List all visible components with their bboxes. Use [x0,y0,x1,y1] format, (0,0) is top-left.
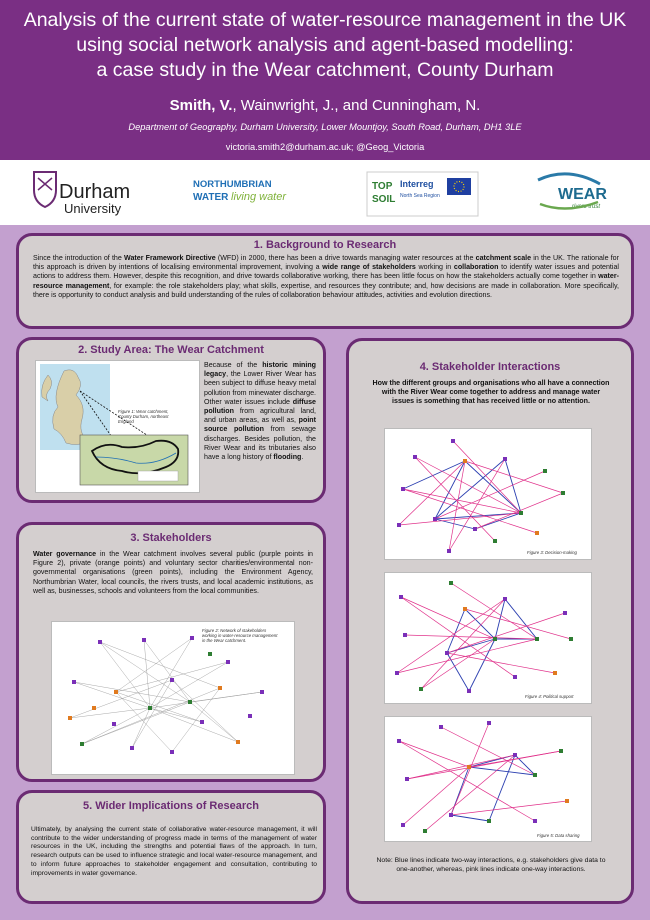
poster-header [0,0,650,160]
durham-text-2: University [64,201,122,216]
interactions-note: Note: Blue lines indicate two-way interactions, e.g. stakeholders give data to one-another, whereas, pink lines indicate one-way interactions. [376,857,606,873]
co-authors: , Wainwright, J., and Cunningham, N. [232,97,481,114]
department: Department of Geography, Durham University, Lower Mountjoy, South Road, Durham, DH1 3LE [128,122,522,132]
implications-text: Ultimately, by analysing the current state of collaborative water-resource management, it will contribute to the wider understanding of progress made in terms of the management of water resources in the UK, including the strengths and potential flaws of the approach. In turn, research outputs can be used to influence strategic and local water-resource management, and to inform future approaches to stakeholder engagement and consultation, contributing to improvements in water governance. [31,826,317,877]
wear-rivers-trust-logo [538,174,607,210]
poster-title [10,8,640,83]
title-line-3: a case study in the Wear catchment, County Durham [96,59,554,81]
figure-4-caption: Figure 4: Political support [525,694,574,699]
nw-text-3: living water [231,191,287,203]
title-line-2: using social network analysis and agent-based modelling: [76,34,574,56]
title-line-1: Analysis of the current state of water-resource management in the UK [23,9,627,31]
logo-bar [0,160,650,225]
durham-university-logo [34,172,130,216]
implications-heading: 5. Wider Implications of Research [83,800,259,812]
lead-author: Smith, V. [169,97,233,114]
figure-1-caption: Figure 1: Wear catchment, County Durham, northeast England [118,409,169,425]
interactions-question: How the different groups and organisations who all have a connection with the River Wear come together to address and manage water issues is something that has received little or no attention. [372,379,610,406]
background-text: Since the introduction of the Water Framework Directive (WFD) in 2000, there has been a drive towards managing water resources at the catchment scale in the UK. The rationale for this approach is driven by intentions of localising environmental improvement, involving a wide range of stakeholders working in collaboration to identify water issues and potential actions to address them. However, despite this recognition, and drive towards collaborative working, there has been little focus on how the stakeholders actually come together in water-resource management, for example: the role stakeholders play; what skills, expertise, and resources they contribute; and, how decisions are made in collaboration. More specifically, there is opportunity to conduct analysis and build understanding of the rules of collaboration behaviour attitudes, activities and evolution directions. [33,254,620,299]
nw-text-2: WATER [193,192,229,203]
wear-catchment-map [35,360,200,493]
study-area-heading: 2. Study Area: The Wear Catchment [78,344,264,356]
study-area-card [16,337,326,503]
durham-text-1: Durham [59,181,131,203]
nw-text-1: NORTHUMBRIAN [193,179,272,190]
interreg-text-2: North Sea Region [400,193,440,199]
background-card [16,233,634,329]
figure-2-caption: Figure 2: Network of stakeholders working in water-resource management in the Wear catchment. [202,628,278,644]
figure-5-caption: Figure 5: Data sharing [537,833,580,838]
figure-3-caption: Figure 3: Decision-making [527,550,577,555]
northumbrian-water-logo [193,179,287,203]
implications-card [16,790,326,904]
wear-text-1: WEAR [558,186,607,203]
stakeholders-heading: 3. Stakeholders [130,532,212,544]
figure-5-data-sharing [384,716,592,842]
background-heading: 1. Background to Research [253,239,397,251]
study-area-text: Because of the historic mining legacy, the Lower River Wear has been subject to diffuse heavy metal pollution from minewater discharge. Other water issues include diffuse pollution from agricultural land, and urban areas, as well as, point source pollution from sewage discharges. Besides pollution, the River Wear and its tributaries also have a long history of flooding. [204,361,317,462]
topsoil-text-1: TOP [372,181,393,192]
topsoil-interreg-logo [367,172,478,216]
contact: victoria.smith2@durham.ac.uk; @Geog_Victoria [225,142,425,152]
stakeholders-text: Water governance in the Wear catchment involves several public (purple points in Figure 2), private (orange points) and voluntary sector charities/environmental non-governmental organisations (green points), including the Environment Agency, Northumbrian Water, local councils, the rivers trusts, and local academic institutions, as well as, businesses, schools and volunteers from the local communities. [33,550,313,595]
stakeholders-card [16,522,326,782]
logos-svg [0,160,650,225]
figure-3-decision-making [384,428,592,560]
interreg-text-1: Interreg [400,179,434,189]
figure-4-political-support [384,572,592,704]
interactions-card [346,338,634,904]
topsoil-text-2: SOIL [372,194,396,205]
authors [0,97,650,114]
figure-2-network [51,621,295,775]
wear-text-2: rivers trust [572,204,601,210]
interactions-heading: 4. Stakeholder Interactions [419,361,561,373]
